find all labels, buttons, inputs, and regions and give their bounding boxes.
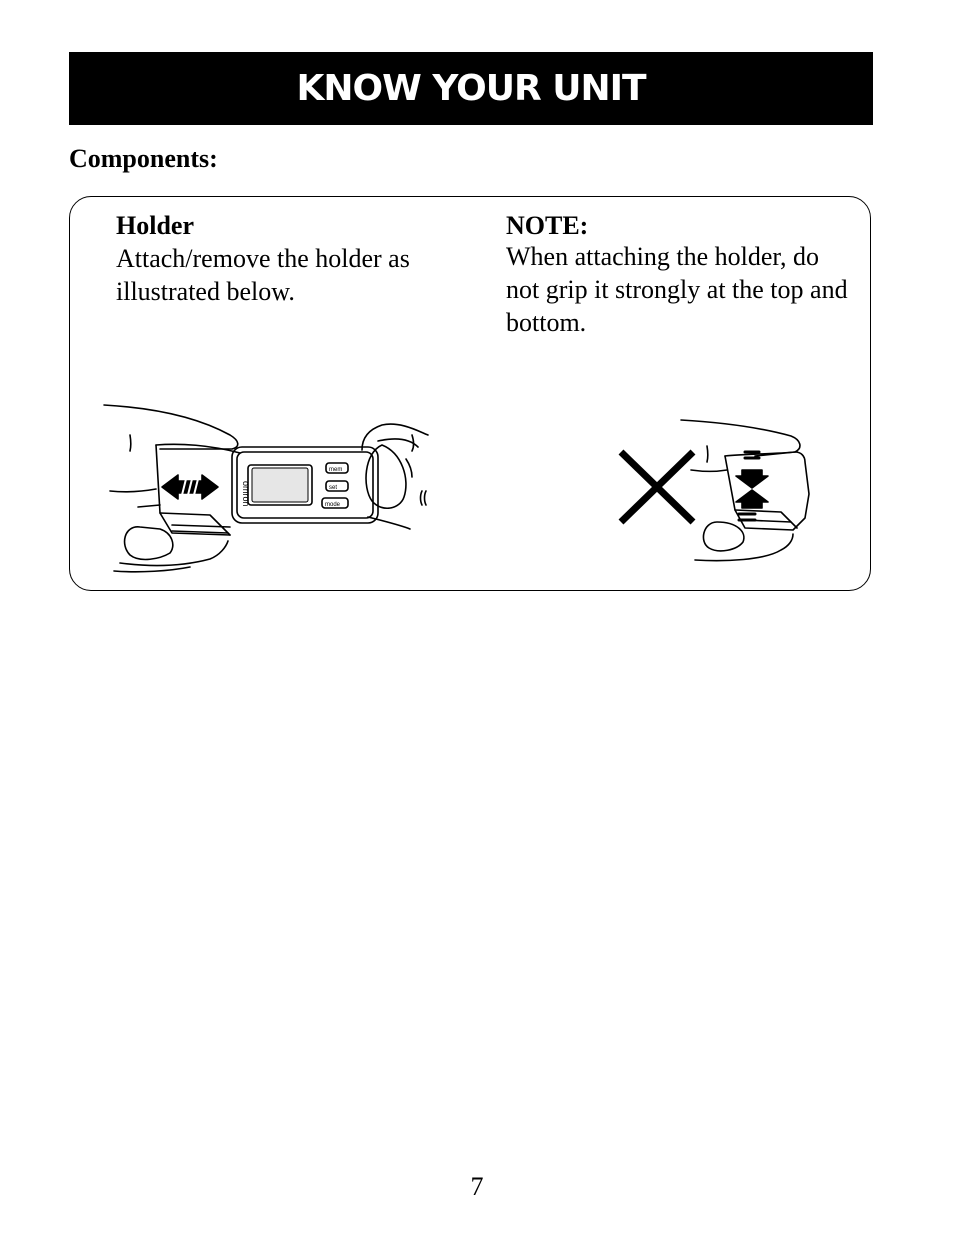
holder-body: Attach/remove the holder as illustrated below. — [116, 244, 410, 306]
note-description — [506, 209, 856, 339]
holder-attach-illustration — [100, 395, 440, 580]
page-number: 7 — [470, 1172, 484, 1201]
device-brand-label: omron — [241, 481, 251, 507]
section-heading: Components: — [69, 144, 218, 173]
holder-title: Holder — [116, 211, 194, 240]
page-title: KNOW YOUR UNIT — [296, 68, 646, 109]
page-header-bar — [69, 52, 873, 125]
note-body: When attaching the holder, do not grip it strongly at the top and bottom. — [506, 242, 848, 337]
note-title: NOTE: — [506, 211, 589, 240]
incorrect-grip-illustration — [605, 410, 825, 565]
device-button-set: set — [329, 485, 338, 491]
device-button-mode: mode — [325, 502, 341, 508]
device-button-mem: mem — [329, 467, 343, 473]
arrow-down-icon — [736, 470, 768, 488]
arrow-up-icon — [736, 490, 768, 508]
holder-description — [116, 209, 456, 308]
